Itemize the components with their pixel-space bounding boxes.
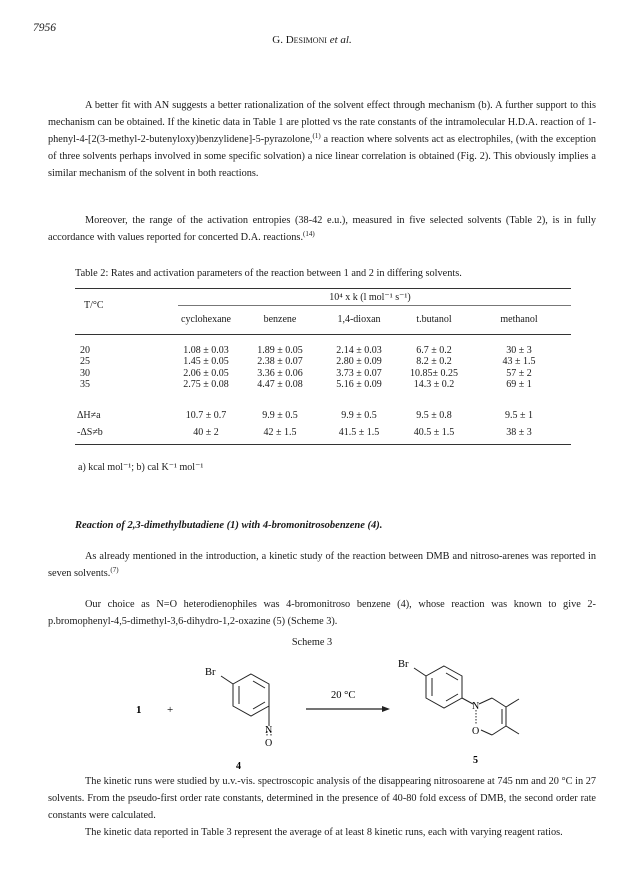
- ref-7: (7): [110, 566, 119, 574]
- n-label: N: [265, 725, 273, 736]
- table-cell: 2.38 ± 0.07: [257, 356, 303, 368]
- table-cell: 2.80 ± 0.09: [336, 356, 382, 368]
- table-2-caption: Table 2: Rates and activation parameters of the reaction between 1 and 2 in differing solvents.: [75, 268, 462, 279]
- table-bottom-rule: [75, 444, 571, 445]
- running-head-etal: et al.: [326, 34, 352, 46]
- table-cell: 14.3 ± 0.2: [413, 378, 455, 390]
- methyl-bond: [506, 726, 519, 734]
- ch2-o-bond: [481, 730, 492, 735]
- paragraph-4-text: Our choice as N=O heterodienophiles was 4-bromonitroso benzene (4), whose reaction was known to give 2-p.bromophenyl-4,5-dimethyl-3,6-dihydro-1,2-oxazine (5) (Scheme 3).: [48, 599, 596, 627]
- table-cell: 8.2 ± 0.2: [416, 356, 452, 368]
- ring-double-bond: [446, 694, 458, 701]
- ds-label: -ΔS≠b: [77, 427, 103, 438]
- table-cell: 1.89 ± 0.05: [257, 345, 303, 356]
- o-label: O: [265, 738, 273, 749]
- product-n-label: N: [472, 701, 480, 712]
- plus-sign: +: [167, 704, 174, 716]
- br-label: Br: [205, 667, 216, 678]
- col-header-dioxan: 1,4-dioxan: [337, 314, 381, 325]
- compound-4-structure: [221, 674, 271, 736]
- ring-double-bond: [446, 673, 458, 680]
- paragraph-3-text: As already mentioned in the introduction, a kinetic study of the reaction between DMB and nitroso-arenes was reported in seven solvents.: [48, 551, 596, 579]
- col-dioxan: [318, 345, 400, 390]
- dh-label: ΔH≠a: [77, 410, 101, 421]
- table-cell: 1.08 ± 0.03: [183, 345, 229, 356]
- table-cell: 2.14 ± 0.03: [336, 345, 382, 356]
- table-cell: 2.06 ± 0.05: [183, 367, 229, 379]
- running-head: [0, 34, 624, 46]
- temp-35: 35: [80, 378, 90, 390]
- table-footnote: a) kcal mol⁻¹; b) cal K⁻¹ mol⁻¹: [78, 462, 204, 473]
- product-o-label: O: [472, 726, 480, 737]
- table-cell: 30 ± 3: [506, 345, 532, 356]
- table-cell: 10.85± 0.25: [410, 367, 458, 379]
- table-cell: 6.7 ± 0.2: [416, 345, 452, 356]
- page-number: 7956: [33, 22, 56, 34]
- col-header-tbutanol: t.butanol: [416, 314, 452, 325]
- paragraph-1-text-b: a reaction where solvents act as electrophiles, (with the exception of three solvents perhaps involved in some specific solvation) a nice linear correlation is obtained (Fig. 2). This obviously implies a similar mechanism of the solvent in both reactions.: [48, 134, 596, 179]
- ring-double-bond: [253, 702, 265, 709]
- paragraph-5: [48, 773, 596, 824]
- compound-5-structure: [414, 666, 519, 735]
- temp-30: 30: [80, 367, 90, 379]
- scheme-label: Scheme 3: [291, 637, 333, 648]
- table-cell: 40 ± 2: [193, 427, 219, 438]
- table-cell: 10.7 ± 0.7: [185, 410, 227, 421]
- paragraph-5-text: The kinetic runs were studied by u.v.-vis. spectroscopic analysis of the disappearing nitrosoarene at 745 nm and 20 °C in 27 solvents. From the pseudo-first order rate constants, determined in the presence of 40-80 fold excess of DMB, the second order rate constants were calculated.: [48, 776, 596, 821]
- table-cell: 9.9 ± 0.5: [262, 410, 298, 421]
- table-cell: 3.73 ± 0.07: [336, 367, 382, 379]
- col-methanol: [476, 345, 562, 390]
- methyl-bond: [506, 699, 519, 707]
- temp-20: 20: [80, 345, 90, 356]
- table-cell: 9.9 ± 0.5: [341, 410, 377, 421]
- paragraph-3: [48, 548, 596, 582]
- ch2-c-bond: [492, 698, 506, 707]
- table-cell: 1.45 ± 0.05: [183, 356, 229, 368]
- table-group-header: 10⁴ x k (l mol⁻¹ s⁻¹): [329, 292, 411, 303]
- table-top-rule: [75, 288, 571, 289]
- table-cell: 57 ± 2: [506, 367, 532, 379]
- col-tbutanol: [394, 345, 474, 390]
- ref-1: (1): [312, 132, 321, 140]
- col-header-cyclohexane: cyclohexane: [181, 314, 231, 325]
- table-cell: 9.5 ± 1: [505, 410, 533, 421]
- table-cell: 69 ± 1: [506, 378, 532, 390]
- compound-5-label: 5: [473, 755, 478, 766]
- scheme-3-diagram: [0, 652, 624, 772]
- br-bond: [221, 676, 233, 684]
- table-temperatures: [80, 345, 90, 390]
- section-title: Reaction of 2,3-dimethylbutadiene (1) with 4-bromonitrosobenzene (4).: [75, 520, 383, 531]
- table-header-rule: [75, 334, 571, 335]
- col-header-benzene: benzene: [263, 314, 297, 325]
- compound-4-label: 4: [236, 761, 241, 772]
- arrow-head: [382, 706, 390, 712]
- paragraph-1: [48, 97, 596, 182]
- product-br-bond: [414, 668, 426, 676]
- product-br-label: Br: [398, 659, 409, 670]
- reaction-condition: 20 °C: [331, 690, 356, 701]
- table-cell: 38 ± 3: [506, 427, 532, 438]
- ref-14: (14): [303, 230, 315, 238]
- table-row-header: T/°C: [84, 300, 104, 311]
- running-head-author: G. Desimoni: [272, 34, 327, 46]
- paragraph-1-text-a: A better fit with AN suggests a better rationalization of the solvent effect through mechanism (b). A further support to this mechanism can be obtained. If the kinetic data in Table 1 are plotted vs the rate constants of the intramolecular H.D.A. reaction of 1-phenyl-4-[2(3-methyl-2-butenyloxy)benzylidene]-5-pyrazolone,: [48, 100, 596, 145]
- c-ch2-bond: [492, 726, 506, 735]
- table-cell: 3.36 ± 0.06: [257, 367, 303, 379]
- temp-25: 25: [80, 356, 90, 368]
- col-cyclohexane: [158, 345, 254, 390]
- benzene-ring: [233, 674, 269, 716]
- paragraph-2: [48, 212, 596, 246]
- table-cell: 9.5 ± 0.8: [416, 410, 452, 421]
- table-cell: 40.5 ± 1.5: [413, 427, 455, 438]
- reactant-1-label: 1: [136, 704, 142, 716]
- table-group-rule: [178, 305, 571, 306]
- product-benzene-ring: [426, 666, 462, 708]
- paragraph-2-text: Moreover, the range of the activation entropies (38-42 e.u.), measured in five selected solvents (Table 2), is in fully accordance with values reported for concerted D.A. reactions.: [48, 215, 596, 243]
- table-cell: 4.47 ± 0.08: [257, 378, 303, 390]
- paragraph-6-text: The kinetic data reported in Table 3 represent the average of at least 8 kinetic runs, each with varying reagent ratios.: [85, 827, 563, 838]
- col-benzene: [244, 345, 316, 390]
- paragraph-6: [48, 824, 596, 841]
- table-cell: 42 ± 1.5: [263, 427, 297, 438]
- table-cell: 5.16 ± 0.09: [336, 378, 382, 390]
- paragraph-4: [48, 596, 596, 630]
- col-header-methanol: methanol: [500, 314, 538, 325]
- table-cell: 2.75 ± 0.08: [183, 378, 229, 390]
- n-ch2-bond: [479, 698, 492, 704]
- ring-double-bond: [253, 681, 265, 688]
- table-cell: 41.5 ± 1.5: [338, 427, 380, 438]
- table-cell: 43 ± 1.5: [502, 356, 536, 368]
